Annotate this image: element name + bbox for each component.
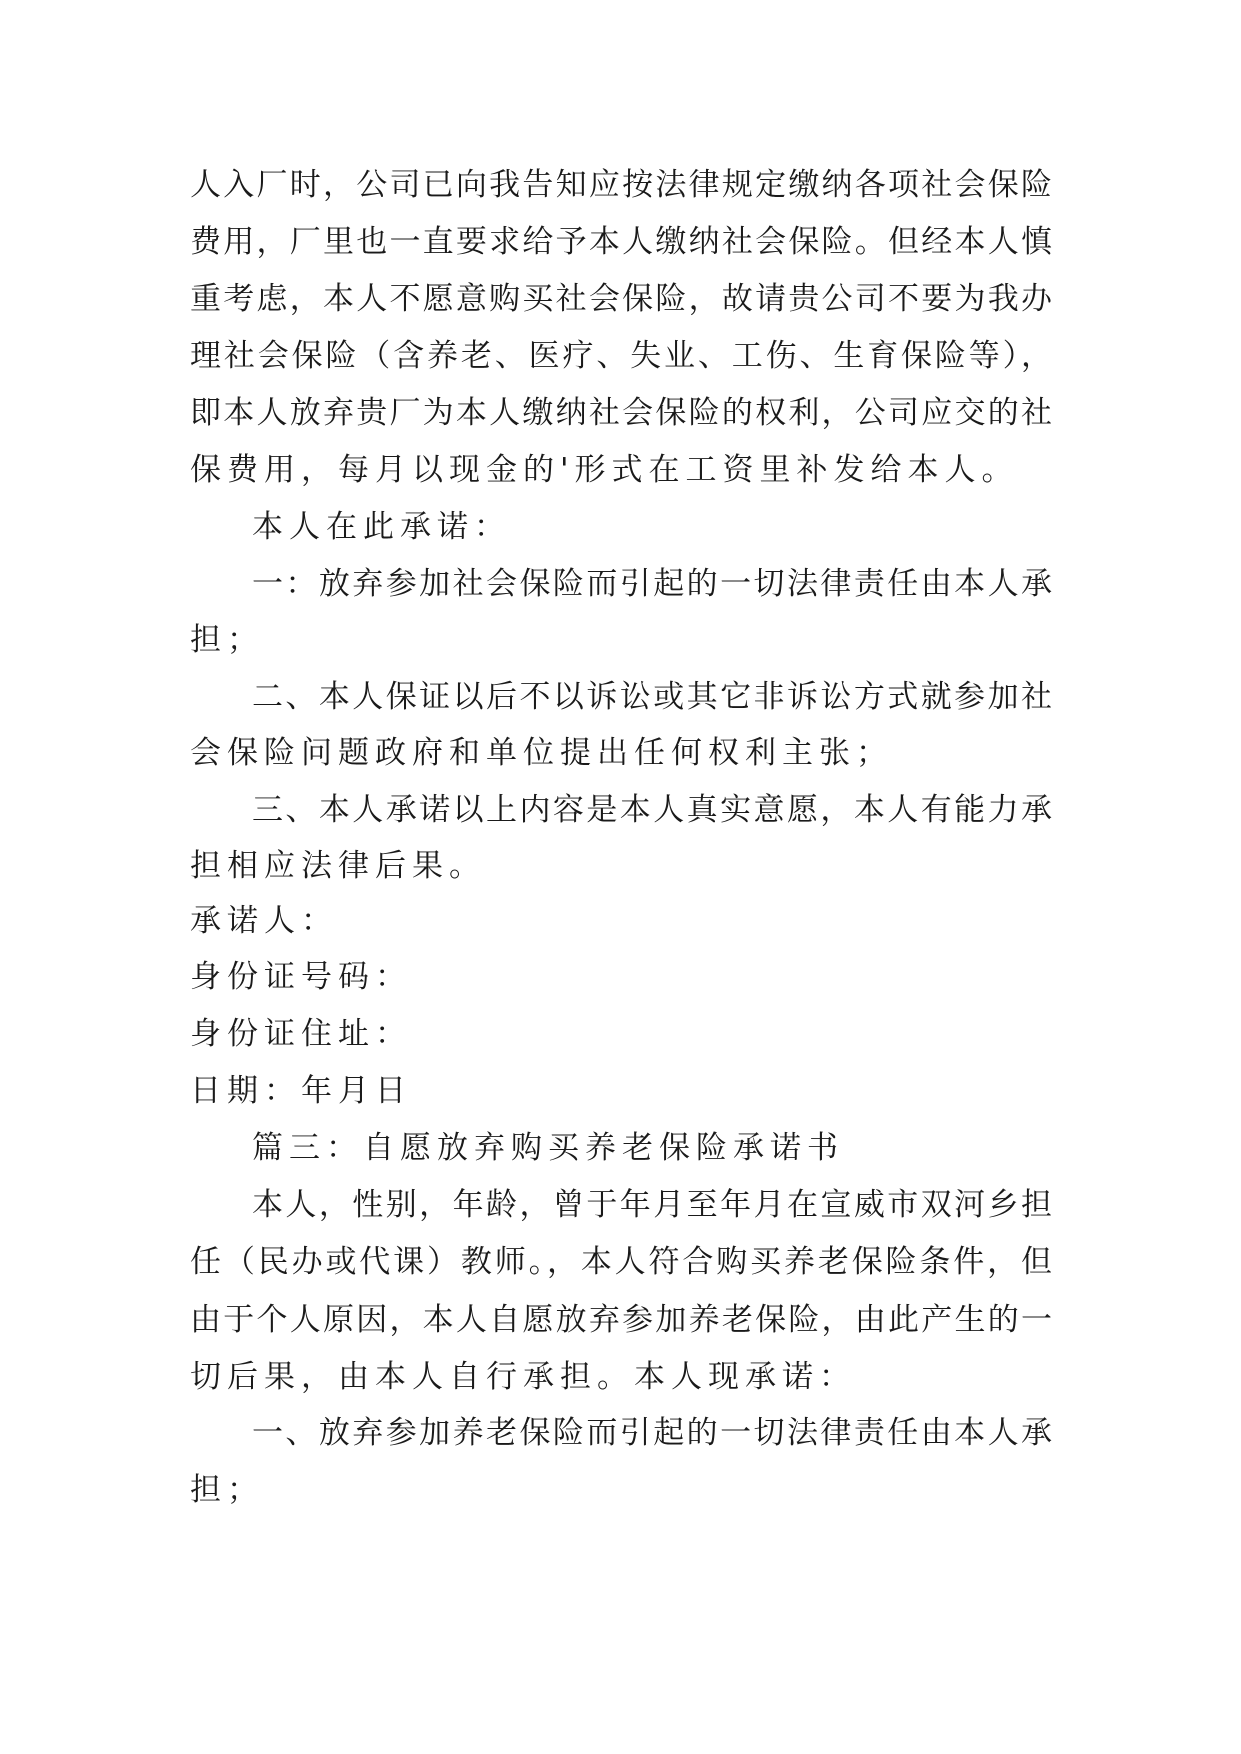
- id-address-label: 身份证住址：: [190, 1016, 412, 1052]
- signer-label: 承诺人：: [190, 903, 338, 939]
- text-line: 重考虑，本人不愿意购买社会保险，故请贵公司不要为我办: [190, 281, 1052, 317]
- id-number-label: 身份证号码：: [190, 959, 412, 995]
- commitment-item: 三、本人承诺以上内容是本人真实意愿，本人有能力承: [252, 792, 1052, 828]
- text-line: 切后果，由本人自行承担。本人现承诺：: [190, 1359, 856, 1395]
- text-line: 即本人放弃贵厂为本人缴纳社会保险的权利，公司应交的社: [190, 395, 1052, 431]
- text-line: 保费用，每月以现金的'形式在工资里补发给本人。: [190, 452, 1019, 488]
- text-line: 费用，厂里也一直要求给予本人缴纳社会保险。但经本人慎: [190, 224, 1052, 260]
- section-title: 篇三：自愿放弃购买养老保险承诺书: [252, 1130, 844, 1166]
- text-line: 任（民办或代课）教师。，本人符合购买养老保险条件，但: [190, 1244, 1052, 1280]
- section-heading: 本人在此承诺：: [252, 509, 511, 545]
- text-line: 担；: [190, 622, 264, 658]
- text-line: 人入厂时，公司已向我告知应按法律规定缴纳各项社会保险: [190, 167, 1052, 203]
- commitment-item: 一：放弃参加社会保险而引起的一切法律责任由本人承: [252, 566, 1052, 602]
- commitment-item: 一、放弃参加养老保险而引起的一切法律责任由本人承: [252, 1415, 1052, 1451]
- text-line: 会保险问题政府和单位提出任何权利主张；: [190, 735, 893, 771]
- date-label: 日期：年月日: [190, 1073, 412, 1109]
- text-line: 由于个人原因，本人自愿放弃参加养老保险，由此产生的一: [190, 1302, 1052, 1338]
- text-line: 担；: [190, 1472, 264, 1508]
- text-line: 本人，性别，年龄，曾于年月至年月在宣威市双河乡担: [252, 1187, 1052, 1223]
- commitment-item: 二、本人保证以后不以诉讼或其它非诉讼方式就参加社: [252, 679, 1052, 715]
- text-line: 理社会保险（含养老、医疗、失业、工伤、生育保险等），: [190, 338, 1052, 374]
- text-line: 担相应法律后果。: [190, 848, 486, 884]
